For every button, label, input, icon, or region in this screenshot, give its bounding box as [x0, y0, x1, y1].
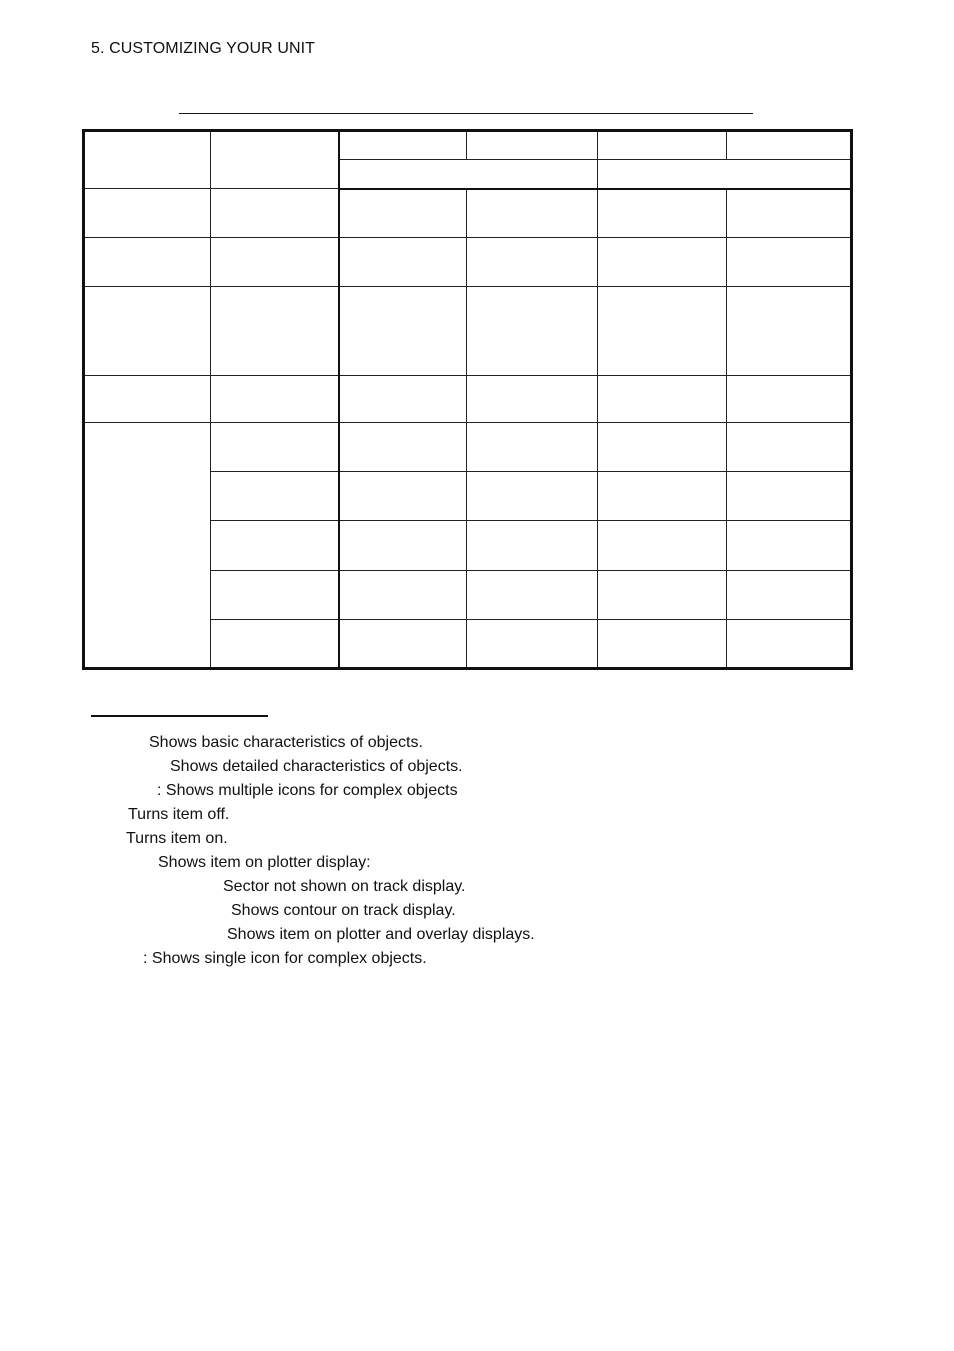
table-row	[84, 189, 852, 238]
table-cell	[339, 620, 467, 669]
table-cell	[339, 189, 467, 238]
table-cell	[211, 472, 339, 521]
table-cell	[84, 189, 211, 238]
table-cell	[84, 238, 211, 287]
table-cell	[84, 376, 211, 423]
table-cell	[598, 189, 727, 238]
table-cell	[211, 620, 339, 669]
table-cell	[598, 620, 727, 669]
table-cell	[598, 571, 727, 620]
table-cell	[211, 238, 339, 287]
table-cell	[339, 472, 467, 521]
table-cell	[727, 287, 852, 376]
table-cell	[598, 423, 727, 472]
table-cell	[339, 423, 467, 472]
table-header-row	[84, 131, 852, 160]
note-contour: Shows contour on track display.	[231, 902, 456, 919]
note-plotter-overlay: Shows item on plotter and overlay displays.	[227, 926, 535, 943]
note-single-icon: : Shows single icon for complex objects.	[143, 950, 427, 967]
table-cell	[211, 423, 339, 472]
table-cell	[211, 189, 339, 238]
table-cell	[598, 287, 727, 376]
note-detailed: Shows detailed characteristics of objects.	[170, 758, 463, 775]
table-cell	[211, 521, 339, 571]
table-cell	[727, 423, 852, 472]
header-cell	[598, 160, 852, 189]
header-cell	[727, 131, 852, 160]
notes-heading-rule	[91, 715, 268, 717]
table-cell	[467, 472, 598, 521]
table-cell	[84, 423, 211, 669]
settings-table	[82, 129, 853, 670]
header-cell	[339, 131, 467, 160]
table-cell	[339, 571, 467, 620]
table-title-rule	[179, 113, 753, 114]
table-cell	[467, 521, 598, 571]
table-cell	[211, 287, 339, 376]
header-cell	[84, 131, 211, 189]
table-cell	[467, 620, 598, 669]
table-cell	[727, 472, 852, 521]
table-cell	[727, 376, 852, 423]
table-cell	[211, 376, 339, 423]
table-cell	[339, 238, 467, 287]
table-cell	[598, 521, 727, 571]
table-cell	[339, 376, 467, 423]
table-cell	[598, 376, 727, 423]
table-cell	[84, 287, 211, 376]
table-cell	[598, 238, 727, 287]
header-cell	[211, 131, 339, 189]
section-header: 5. CUSTOMIZING YOUR UNIT	[91, 40, 316, 57]
table-cell	[211, 571, 339, 620]
note-on: Turns item on.	[126, 830, 228, 847]
table-cell	[467, 238, 598, 287]
header-cell	[598, 131, 727, 160]
table-cell	[339, 521, 467, 571]
table-row	[84, 287, 852, 376]
table-cell	[467, 571, 598, 620]
table-cell	[467, 189, 598, 238]
table-cell	[598, 472, 727, 521]
table-cell	[467, 376, 598, 423]
table-row	[84, 238, 852, 287]
note-sector: Sector not shown on track display.	[223, 878, 466, 895]
table-row	[84, 423, 852, 472]
table-row	[84, 376, 852, 423]
table-cell	[339, 287, 467, 376]
table-cell	[467, 423, 598, 472]
note-plotter: Shows item on plotter display:	[158, 854, 371, 871]
table-cell	[727, 238, 852, 287]
table-cell	[727, 521, 852, 571]
table-cell	[727, 620, 852, 669]
note-multiple-icons: : Shows multiple icons for complex objects	[157, 782, 458, 799]
table-cell	[467, 287, 598, 376]
header-cell	[339, 160, 598, 189]
note-off: Turns item off.	[128, 806, 230, 823]
table-cell	[727, 571, 852, 620]
header-cell	[467, 131, 598, 160]
table-cell	[727, 189, 852, 238]
note-basic: Shows basic characteristics of objects.	[149, 734, 423, 751]
